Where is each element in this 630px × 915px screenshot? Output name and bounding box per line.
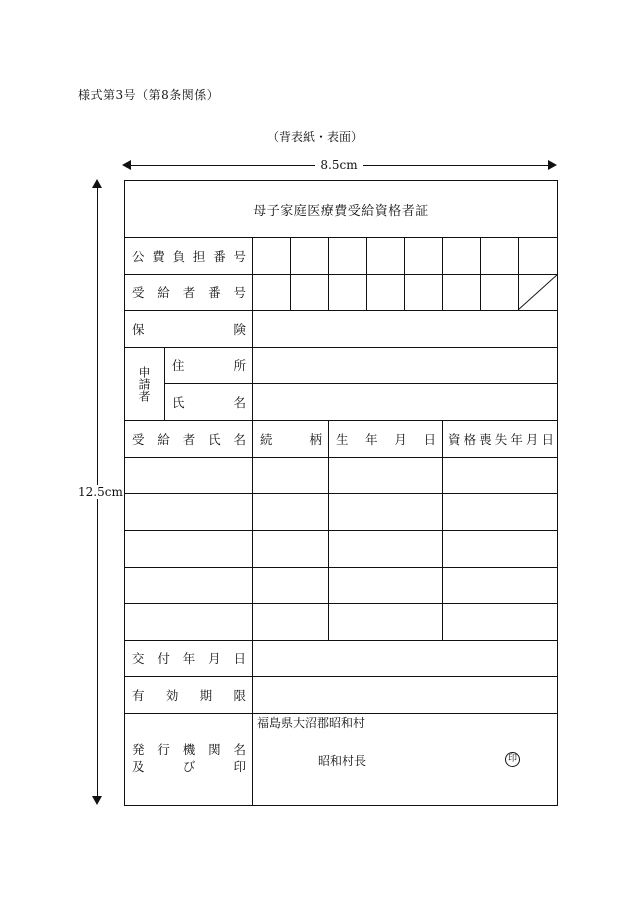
name-label: 氏 名 [172, 394, 246, 410]
width-label: 8.5cm [315, 158, 363, 172]
arrow-down-icon [92, 796, 102, 805]
form-subtitle: （背表紙・表面） [266, 130, 363, 144]
form-number: 様式第3号（第8条関係） [78, 88, 220, 102]
eligibility-lost-date-header: 資 格 喪 失 年 月 日 [448, 431, 554, 447]
rule [124, 530, 558, 531]
issuing-authority-seal-label: 及 び 印 [132, 759, 246, 774]
issuer-head: 昭和村長 [318, 754, 367, 768]
recipient-name-header: 受 給 者 氏 名 [132, 431, 246, 447]
digit-divider [328, 237, 329, 310]
address-label: 住 所 [172, 358, 246, 373]
birth-date-header: 生 年 月 日 [336, 431, 436, 447]
label-divider [252, 237, 253, 806]
digit-divider [290, 237, 291, 310]
issue-date-label: 交 付 年 月 日 [132, 651, 246, 666]
digit-divider [366, 237, 367, 310]
issuer-address: 福島県大沼郡昭和村 [257, 716, 366, 730]
recipient-number-label: 受 給 者 番 号 [132, 285, 246, 300]
validity-period-label: 有 効 期 限 [132, 687, 246, 703]
public-burden-number-label: 公 費 負 担 番 号 [132, 248, 246, 264]
rule [124, 567, 558, 568]
rule [124, 457, 558, 458]
height-label: 12.5cm [78, 485, 123, 499]
relationship-header: 続 柄 [260, 431, 322, 447]
digit-divider [404, 237, 405, 310]
insurance-label: 保 険 [132, 321, 246, 337]
certificate-title: 母子家庭医療費受給資格者証 [253, 203, 429, 219]
seal-mark-icon: 印 [505, 752, 520, 767]
digit-divider [480, 237, 481, 310]
arrow-right-icon [548, 160, 557, 170]
issuing-authority-label: 発 行 機 関 名 [132, 742, 246, 757]
diagonal-slash [518, 274, 558, 310]
rule [124, 493, 558, 494]
digit-divider [442, 237, 443, 310]
applicant-label: 申請者 [137, 365, 151, 402]
rule [124, 603, 558, 604]
